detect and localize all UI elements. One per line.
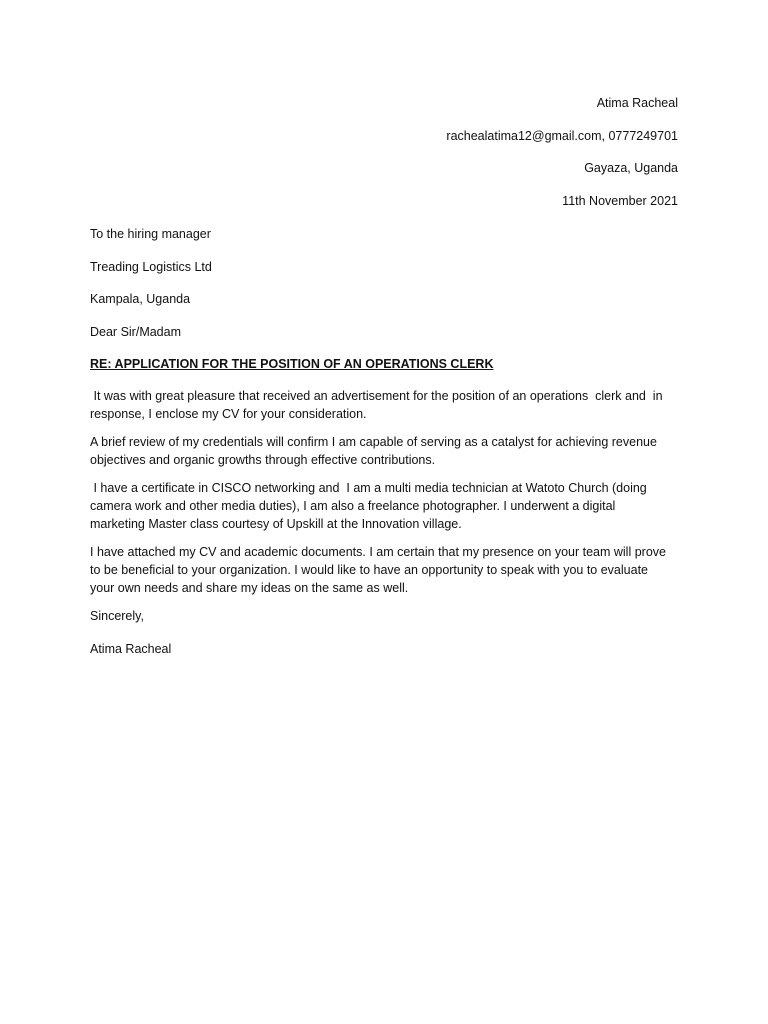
- letter-body: [90, 225, 690, 672]
- recipient-block: [90, 225, 690, 341]
- paragraph-line: objectives and organic growths through effective contributions.: [90, 453, 436, 467]
- paragraph-line: I have attached my CV and academic documents. I am certain that my presence on your team will prove: [90, 545, 666, 559]
- paragraph-line: It was with great pleasure that received an advertisement for the position of an operations clerk and in: [90, 389, 663, 403]
- paragraph: [90, 479, 690, 533]
- paragraph-line: response, I enclose my CV for your consideration.: [90, 407, 367, 421]
- signature-name: Atima Racheal: [90, 641, 172, 656]
- paragraph-line: I have a certificate in CISCO networking and I am a multi media technician at Watoto Church (doing: [90, 481, 647, 495]
- signature-block: [90, 607, 690, 658]
- letter-date: 11th November 2021: [562, 193, 678, 208]
- sender-contact: rachealatima12@gmail.com, 0777249701: [446, 128, 678, 143]
- sender-location: Gayaza, Uganda: [584, 161, 678, 175]
- paragraph-line: your own needs and share my ideas on the same as well.: [90, 581, 409, 595]
- sender-name: Atima Racheal: [596, 96, 678, 110]
- subject-line: RE: APPLICATION FOR THE POSITION OF AN OPERATIONS CLERK: [90, 357, 494, 371]
- paragraph: [90, 387, 690, 423]
- paragraph-line: A brief review of my credentials will confirm I am capable of serving as a catalyst for achieving revenue: [90, 435, 657, 449]
- paragraph: [90, 543, 690, 597]
- closing: Sincerely,: [90, 609, 144, 623]
- paragraph-line: to be beneficial to your organization. I would like to have an opportunity to speak with you to evaluate: [90, 563, 648, 577]
- recipient-company: Treading Logistics Ltd: [90, 259, 212, 274]
- recipient-line: To the hiring manager: [90, 227, 211, 241]
- salutation: Dear Sir/Madam: [90, 324, 181, 339]
- recipient-location: Kampala, Uganda: [90, 292, 191, 306]
- sender-block: [446, 94, 678, 224]
- paragraph: [90, 433, 690, 469]
- paragraph-line: marketing Master class courtesy of Upskill at the Innovation village.: [90, 517, 462, 531]
- paragraph-line: camera work and other media duties), I am also a freelance photographer. I underwent a digital: [90, 499, 616, 513]
